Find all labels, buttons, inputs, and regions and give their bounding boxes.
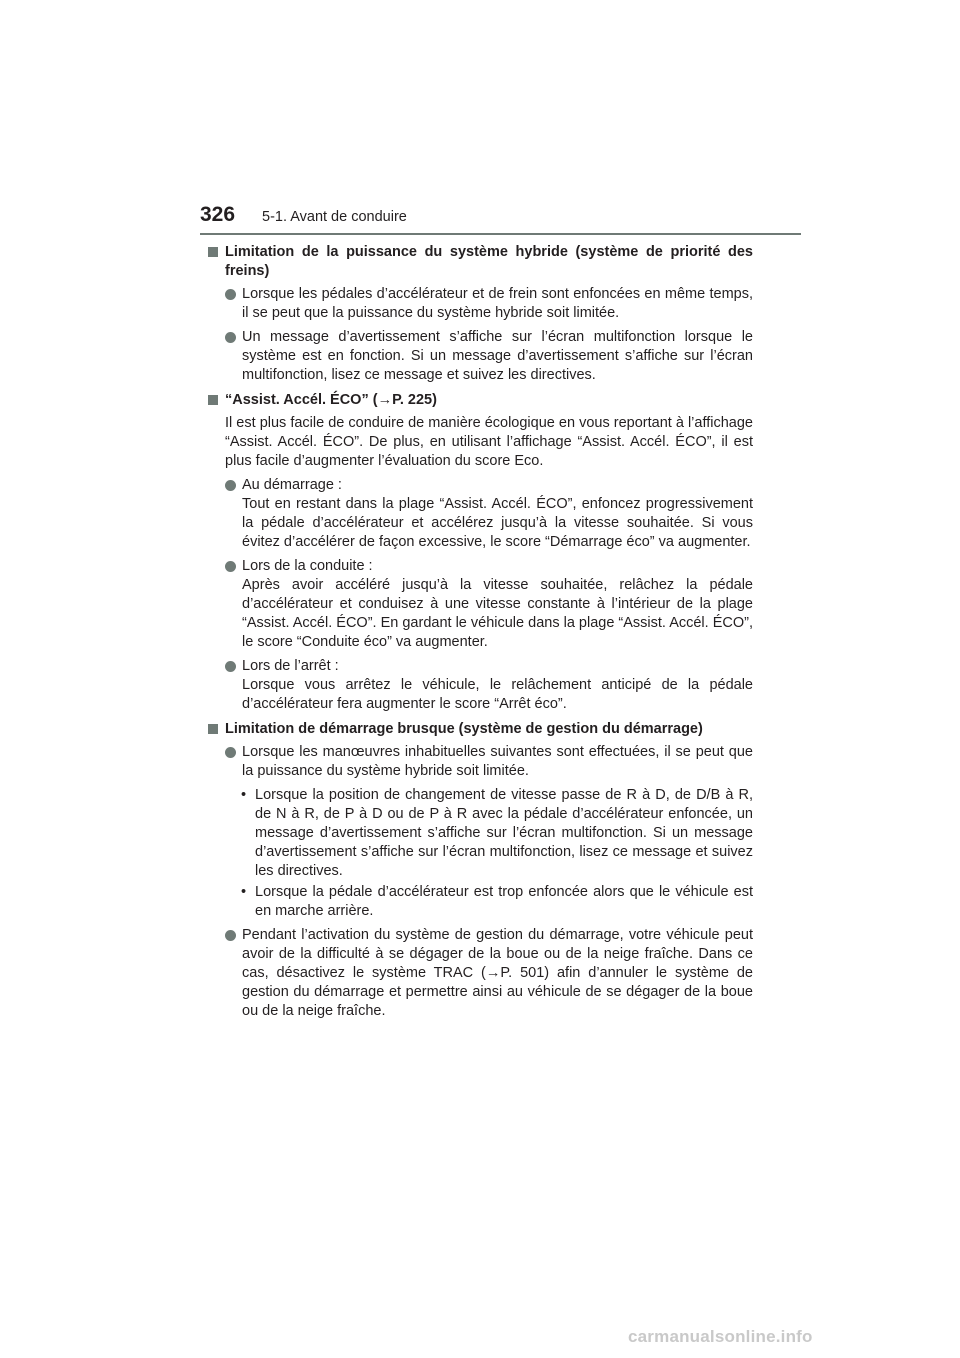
bullet-text: Lorsque les pédales d’accélérateur et de frein sont enfoncées en même temps, il se peut que la puissance du système hybride soit limitée. xyxy=(242,286,753,321)
sub-bullet-marker: • xyxy=(241,787,247,803)
list-item xyxy=(208,476,753,552)
circle-bullet-icon xyxy=(225,332,236,343)
sub-bullet-text: Lorsque la position de changement de vitesse passe de R à D, de D/B à R, de N à R, de P à D ou de P à R avec la pédale d’accélérateur enfoncée, un message d’avertissement s’affiche sur l’écran multifonction. Si un message d’avertissement s’affiche sur l’écran multifonction, lisez ce message et suivez les directives. xyxy=(255,787,753,879)
circle-bullet-icon xyxy=(225,561,236,572)
circle-bullet-icon xyxy=(225,480,236,491)
sub-list-item xyxy=(208,883,753,921)
bullet-text xyxy=(242,657,753,714)
sub-list-item xyxy=(208,786,753,881)
square-bullet-icon xyxy=(208,724,218,734)
bullet-text: Un message d’avertissement s’affiche sur l’écran multifonction lorsque le système est en fonction. Si un message d’avertissement s’affiche sur l’écran multifonction, lisez ce message et suivez les directives. xyxy=(242,329,753,383)
bullet-body: Tout en restant dans la plage “Assist. Accél. ÉCO”, enfoncez progressivement la pédale d’accélérateur et accélérez jusqu’à la vitesse souhaitée. Si vous évitez d’accélérer de façon excessive, le score “Démarrage éco” va augmenter. xyxy=(242,496,753,550)
list-item xyxy=(208,328,753,385)
bullet-text: Lorsque les manœuvres inhabituelles suivantes sont effectuées, il se peut que la puissance du système hybride soit limitée. xyxy=(242,744,753,779)
bullet-label: Au démarrage : xyxy=(242,477,342,493)
section-heading xyxy=(208,243,753,281)
square-bullet-icon xyxy=(208,247,218,257)
header-divider xyxy=(200,233,801,235)
section-title: Limitation de démarrage brusque (système de gestion du démarrage) xyxy=(225,721,703,737)
bullet-label: Lors de l’arrêt : xyxy=(242,658,339,674)
circle-bullet-icon xyxy=(225,930,236,941)
square-bullet-icon xyxy=(208,395,218,405)
bullet-text xyxy=(242,476,753,552)
sub-bullet-marker: • xyxy=(241,884,247,900)
list-item xyxy=(208,557,753,652)
bullet-body: Après avoir accéléré jusqu’à la vitesse souhaitée, relâchez la pédale d’accélérateur et conduisez à une vitesse constante à l’intérieur de la plage “Assist. Accél. ÉCO”. En gardant le véhicule dans la plage “Assist. Accél. ÉCO”, le score “Conduite éco” va augmenter. xyxy=(242,577,753,650)
list-item xyxy=(208,926,753,1021)
circle-bullet-icon xyxy=(225,661,236,672)
section-heading xyxy=(208,720,753,739)
page-header xyxy=(0,0,960,240)
section-title: Limitation de la puissance du système hybride (système de priorité des freins) xyxy=(225,244,753,279)
list-item xyxy=(208,657,753,714)
page-number: 326 xyxy=(200,203,236,226)
section-heading xyxy=(208,391,753,410)
section-intro: Il est plus facile de conduire de manière écologique en vous reportant à l’affichage “Assist. Accél. ÉCO”. De plus, en utilisant l’affichage “Assist. Accél. ÉCO”, il est plus facile d’augmenter l’évaluation du score Eco. xyxy=(225,415,753,469)
section-start-control xyxy=(208,720,753,1021)
list-item xyxy=(208,743,753,781)
section-title: “Assist. Accél. ÉCO” (→P. 225) xyxy=(225,392,437,408)
bullet-text xyxy=(242,557,753,652)
bullet-text: Pendant l’activation du système de gestion du démarrage, votre véhicule peut avoir de la difficulté à se dégager de la boue ou de la neige fraîche. Dans ce cas, désactivez le système TRAC (→P. 501) afin d’annuler le système de gestion du démarrage et permettre ainsi au véhicule de se dégager de la boue ou de la neige fraîche. xyxy=(242,927,753,1019)
section-eco-assist xyxy=(208,391,753,714)
list-item xyxy=(208,285,753,323)
section-hybrid-power-limit xyxy=(208,243,753,385)
chapter-title: 5-1. Avant de conduire xyxy=(262,209,407,225)
page-content xyxy=(208,243,753,1027)
sub-bullet-text: Lorsque la pédale d’accélérateur est trop enfoncée alors que le véhicule est en marche arrière. xyxy=(255,884,753,919)
circle-bullet-icon xyxy=(225,289,236,300)
bullet-body: Lorsque vous arrêtez le véhicule, le relâchement anticipé de la pédale d’accélérateur fera augmenter le score “Arrêt éco”. xyxy=(242,677,753,712)
site-watermark: carmanualsonline.info xyxy=(628,1327,813,1346)
bullet-label: Lors de la conduite : xyxy=(242,558,373,574)
circle-bullet-icon xyxy=(225,747,236,758)
